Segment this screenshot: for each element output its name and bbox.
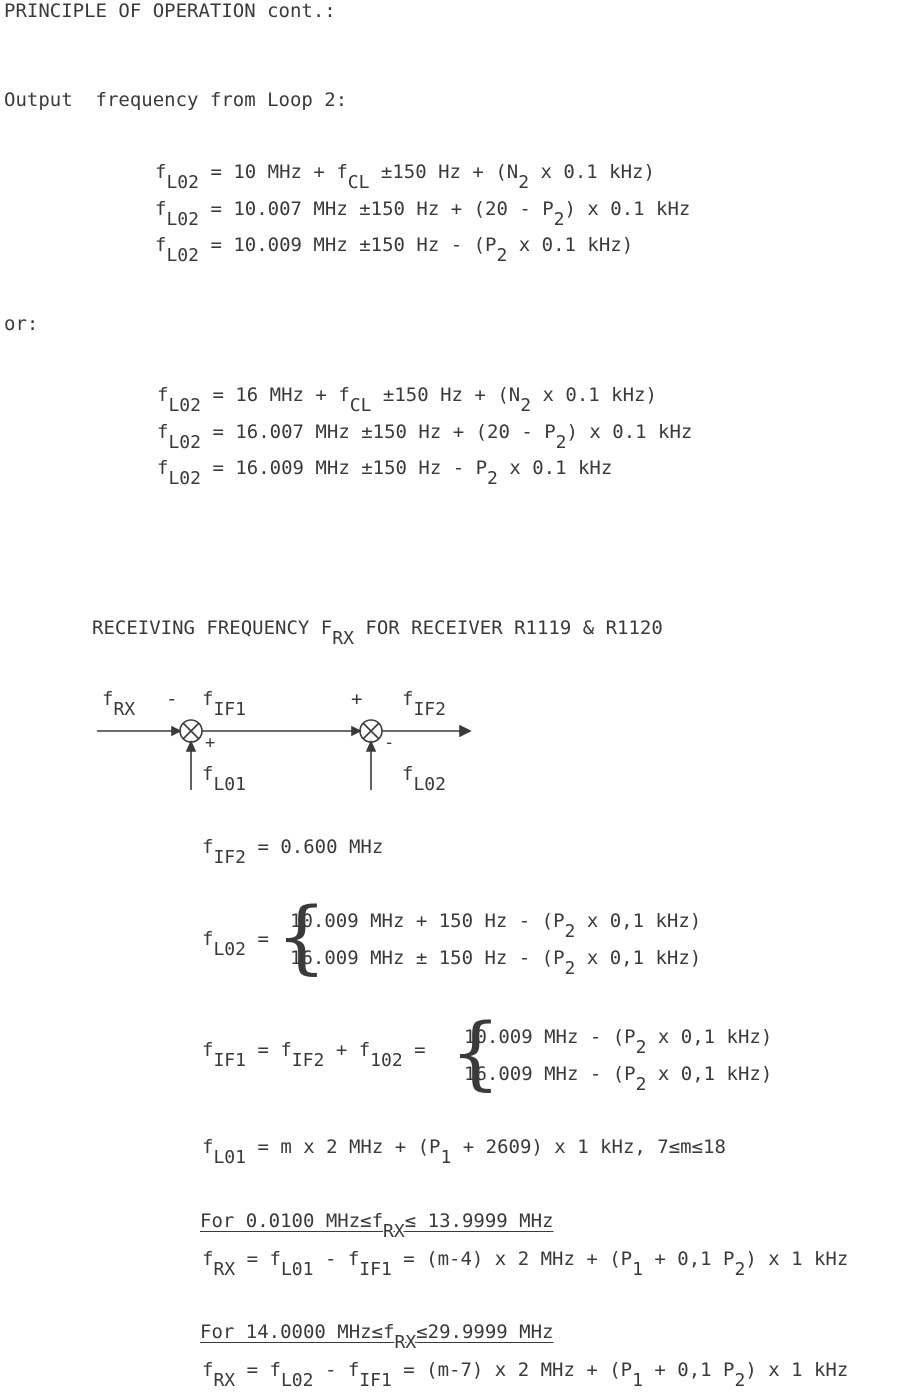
output-label: Output frequency from Loop 2: <box>4 89 348 111</box>
case-1-heading: For 0.0100 $MHz\le f_{RX}\le 13.9999$ MHz <box>200 1210 554 1242</box>
flo2-case-2: 16.009 MHz ± 150 Hz - ($P_2$ x 0,1 kHz) <box>290 947 702 979</box>
fif2-equation: $f_{IF2} = 0.600$ MHz <box>202 836 384 868</box>
brace: { <box>450 1006 501 1099</box>
fif1-case-2: 16.009 MHz - ($P_2$ x 0,1 kHz) <box>464 1063 773 1095</box>
diagram-sign: + <box>351 688 363 710</box>
or-label: or: <box>4 313 39 335</box>
section-title: RECEIVING FREQUENCY $F_{RX}$ FOR RECEIVER R1119 & R1120 <box>92 617 663 649</box>
flo2-case-1: 10.009 MHz + 150 Hz - ($P_2$ x 0,1 kHz) <box>290 910 702 942</box>
equation-line: $f_{L02} = 16.007$ MHz ±150 $Hz + (20 - P_2)$ x 0.1 kHz <box>157 421 693 453</box>
equation-line: $f_{L02} = 10.007$ MHz ±150 $Hz + (20 - P_2)$ x 0.1 kHz <box>155 198 691 230</box>
page-heading: PRINCIPLE OF OPERATION cont.: <box>4 0 336 22</box>
diagram-sign: + <box>205 733 216 753</box>
fif1-equation-lhs: $f_{IF1} = f_{IF2} + f_{102}$ = <box>202 1039 426 1071</box>
case-2-heading: For 14.0000 $MHz\le f_{RX}\le 29.9999$ MHz <box>200 1321 554 1353</box>
equation-line: $f_{L02} = 16.009$ MHz ±150 Hz - $P_2$ x 0.1 kHz <box>157 457 613 489</box>
diagram-label-fif2: $f_{IF2}$ <box>402 688 447 720</box>
flo2-equation-lhs: $f_{L02}$ = <box>202 928 269 960</box>
diagram-label-frx: $f_{RX}$ <box>102 688 136 720</box>
diagram-label-fif1: $f_{IF1}$ <box>202 688 247 720</box>
case-1-equation: $f_{RX} = f_{L01} - f_{IF1} = (m-4)$ x 2 MHz + ($P_1 + 0,1$ $P_2$) x 1 kHz <box>202 1248 849 1280</box>
equation-line: $f_{L02} = 10$ MHz + $f_{CL} \pm 150$ $Hz + (N_2$ x 0.1 kHz) <box>155 161 655 193</box>
equation-line: $f_{L02} = 10.009$ MHz ±150 Hz - ($P_2$ x 0.1 kHz) <box>155 234 634 266</box>
case-2-equation: $f_{RX} = f_{L02} - f_{IF1} = (m-7)$ x 2 MHz + ($P_1 + 0,1$ $P_2$) x 1 kHz <box>202 1359 849 1391</box>
fif1-case-1: 10.009 MHz - ($P_2$ x 0,1 kHz) <box>464 1026 773 1058</box>
diagram-label-flo2: $f_{L02}$ <box>402 763 447 795</box>
diagram-sign: - <box>384 733 395 753</box>
diagram-sign: - <box>166 688 178 710</box>
diagram-label-flo1: $f_{L01}$ <box>202 763 247 795</box>
flo1-equation: $f_{L01} = m$ x 2 MHz + $(P_1 + 2609)$ x 1 kHz, 7≤m≤18 <box>202 1136 726 1168</box>
brace: { <box>276 890 327 983</box>
equation-line: $f_{L02} = 16$ MHz + $f_{CL} \pm 150$ $Hz + (N_2$ x 0.1 kHz) <box>157 384 657 416</box>
